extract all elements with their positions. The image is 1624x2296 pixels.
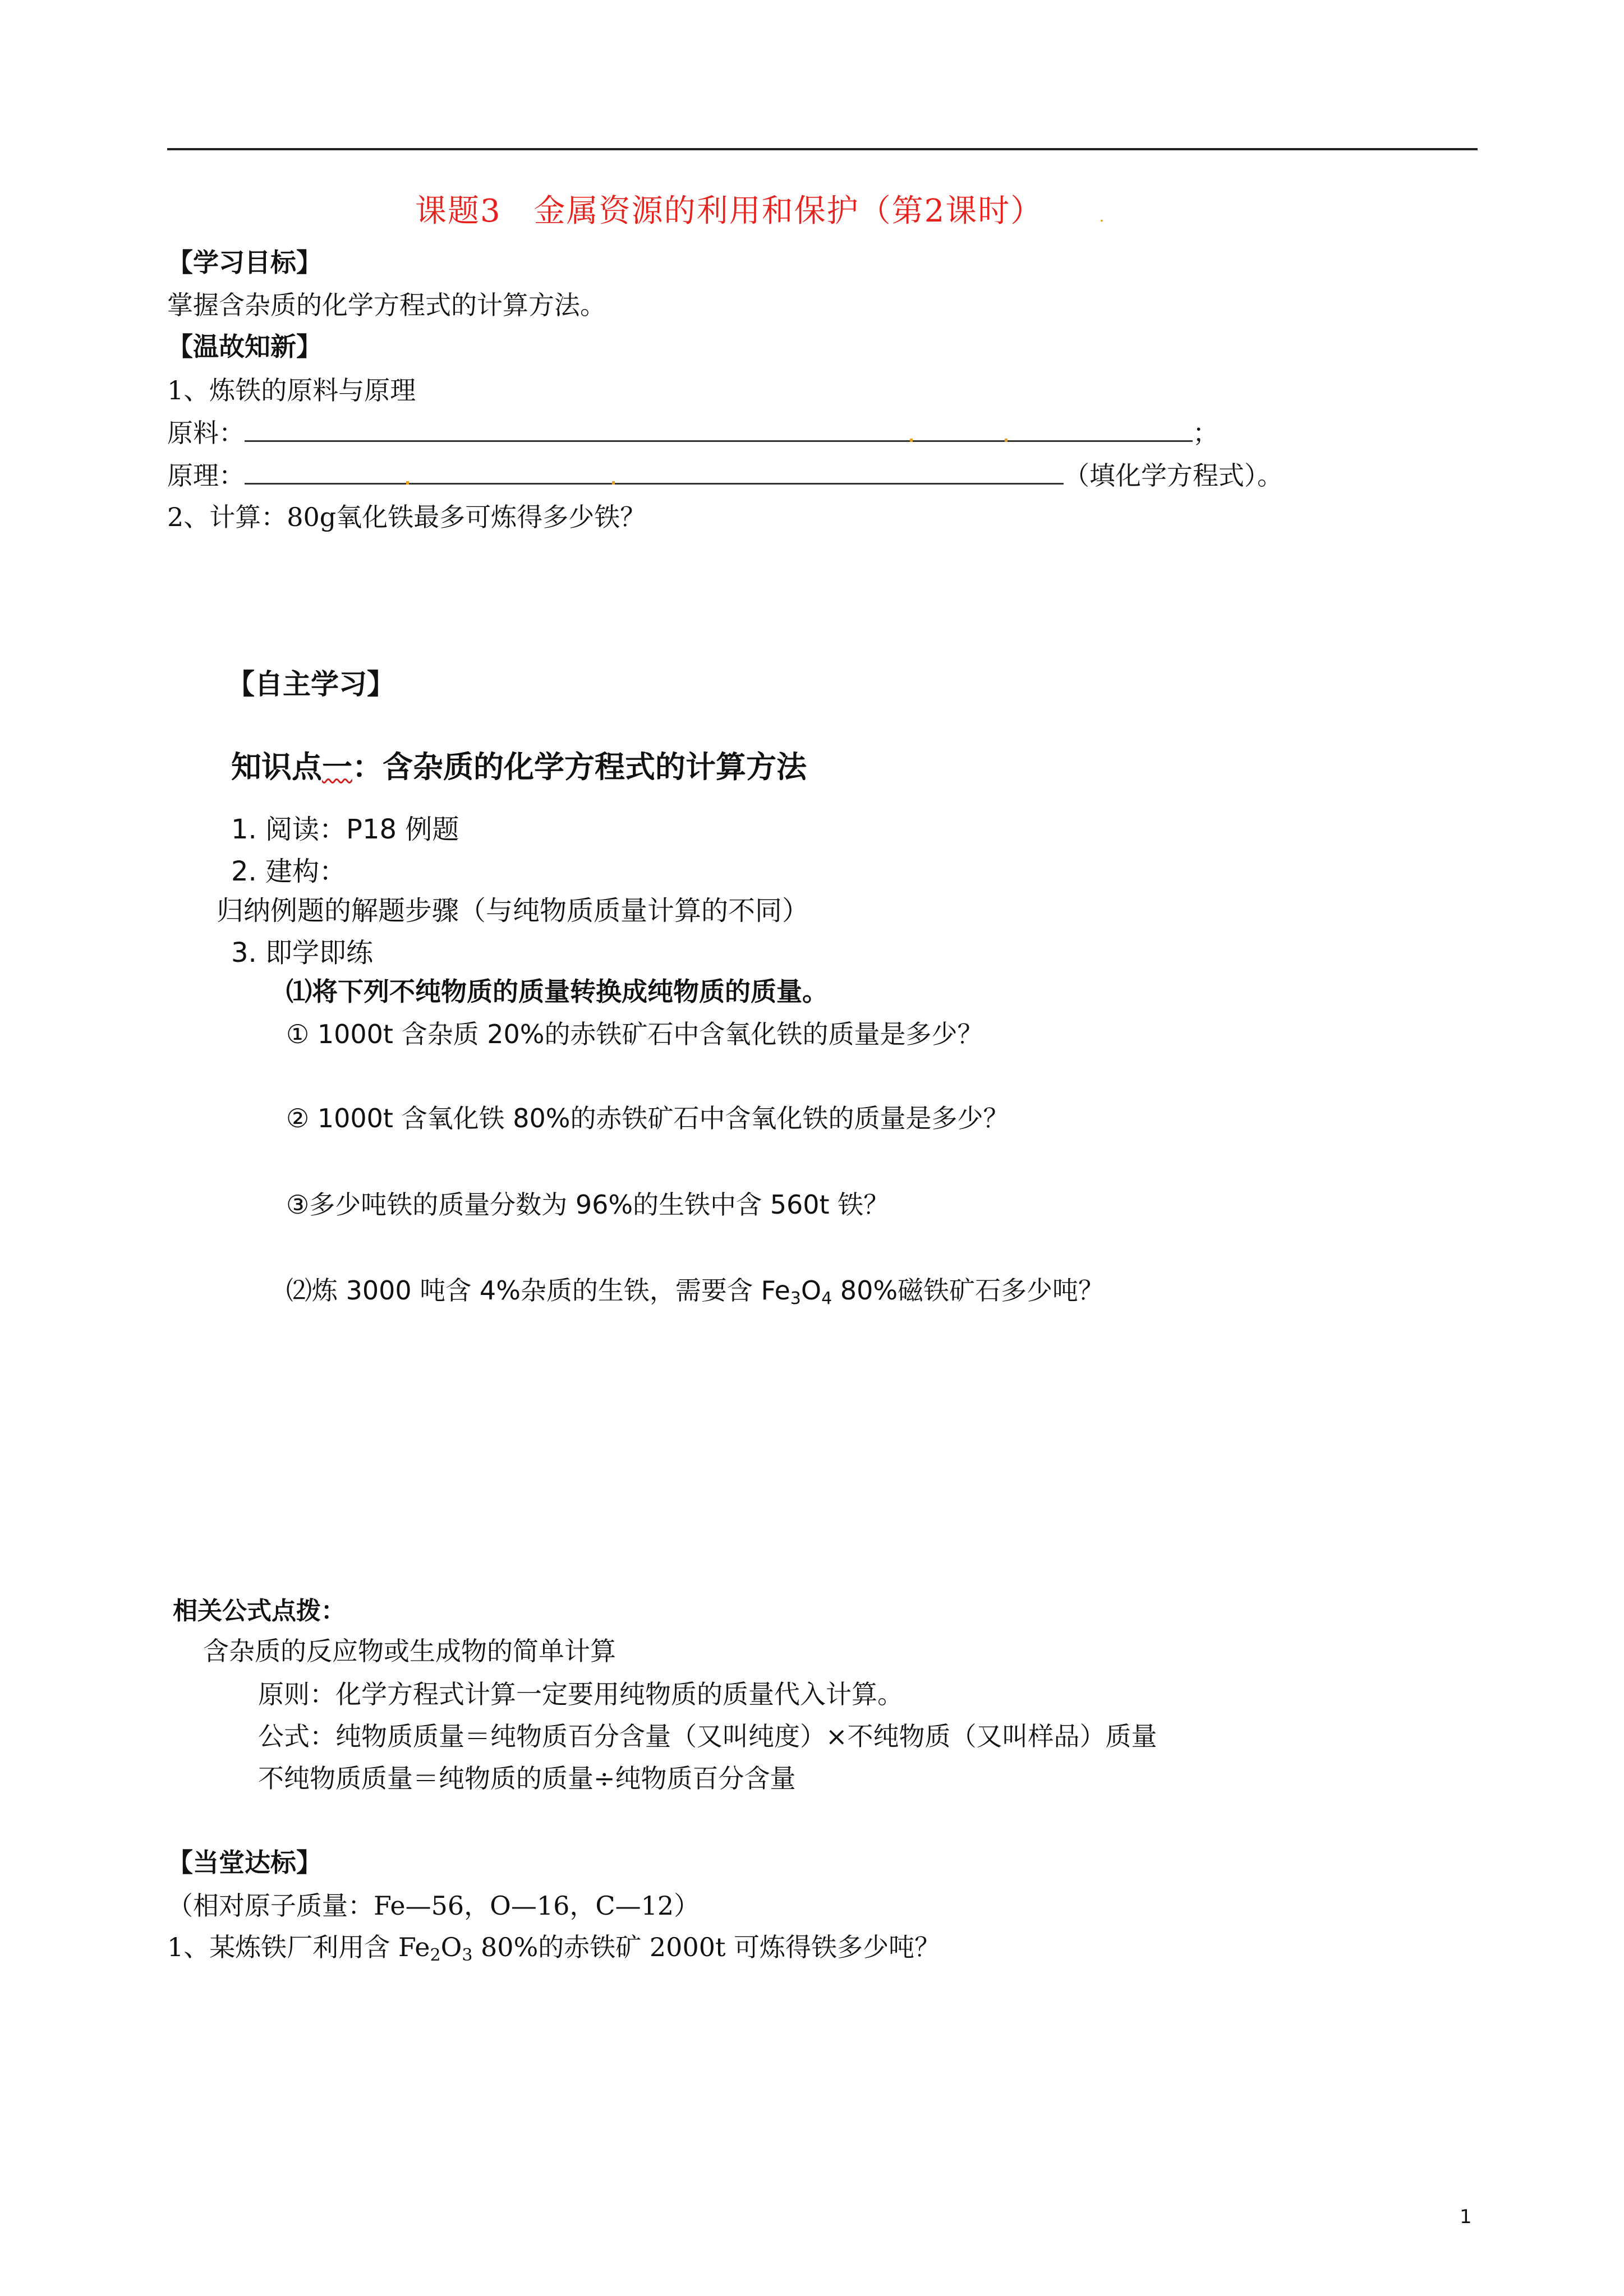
formula-line-2: 原则：化学方程式计算一定要用纯物质的质量代入计算。	[258, 1679, 903, 1709]
practice-intro: ⑴将下列不纯物质的质量转换成纯物质的质量。	[286, 976, 828, 1007]
cq1-pre: 1、某炼铁厂利用含 Fe	[167, 1932, 430, 1962]
principle-blank[interactable]	[245, 460, 1064, 485]
cq1-mid: O	[440, 1932, 462, 1962]
formula-heading: 相关公式点拨：	[173, 1597, 346, 1625]
pq4-post: 80%磁铁矿石多少吨？	[832, 1275, 1105, 1306]
objectives-text: 掌握含杂质的化学方程式的计算方法。	[167, 290, 606, 320]
review-item-1: 1、炼铁的原料与原理	[167, 375, 416, 405]
class-heading: 【当堂达标】	[167, 1847, 322, 1878]
practice-question-1: ① 1000t 含杂质 20%的赤铁矿石中含氧化铁的质量是多少？	[286, 1019, 983, 1049]
principle-end: （填化学方程式）。	[1064, 460, 1283, 491]
step-2-detail: 归纳例题的解题步骤（与纯物质质量计算的不同）	[217, 895, 809, 926]
kp-prefix: 知识点	[231, 749, 322, 785]
step-2: 2. 建构：	[231, 856, 347, 887]
title-dot: .	[1099, 206, 1106, 226]
review-heading: 【温故知新】	[167, 331, 322, 362]
step-3: 3. 即学即练	[231, 937, 374, 969]
kp-rest: ：含杂质的化学方程式的计算方法	[352, 749, 807, 785]
cq1-sub1: 2	[430, 1945, 441, 1965]
review-item-2: 2、计算：80g氧化铁最多可炼得多少铁？	[167, 502, 646, 532]
knowledge-point-heading	[231, 743, 807, 786]
step-1: 1. 阅读：P18 例题	[231, 814, 459, 845]
page-title	[415, 186, 1106, 231]
practice-question-2: ② 1000t 含氧化铁 80%的赤铁矿石中含氧化铁的质量是多少？	[286, 1103, 1009, 1133]
materials-end: ；	[1193, 418, 1218, 448]
pq4-pre: ⑵炼 3000 吨含 4%杂质的生铁，需要含 Fe	[286, 1275, 790, 1306]
materials-blank[interactable]	[245, 418, 1193, 442]
formula-line-3: 公式：纯物质质量＝纯物质百分含量（又叫纯度）×不纯物质（又叫样品）质量	[258, 1721, 1157, 1751]
pq4-mid: O	[801, 1275, 822, 1306]
cq1-sub2: 3	[462, 1945, 473, 1965]
class-question-1	[167, 1927, 940, 1965]
self-study-heading: 【自主学习】	[227, 668, 395, 700]
materials-label: 原料：	[167, 418, 245, 448]
practice-question-3: ③多少吨铁的质量分数为 96%的生铁中含 560t 铁？	[286, 1190, 890, 1220]
header-rule	[167, 148, 1478, 150]
materials-line	[167, 413, 1218, 450]
practice-question-4	[286, 1270, 1104, 1308]
page-title-text: 课题3 金属资源的利用和保护（第2课时）	[415, 193, 1043, 229]
principle-label: 原理：	[167, 460, 245, 491]
principle-line	[167, 455, 1283, 492]
atomic-mass: （相对原子质量：Fe—56，O—16，C—12）	[167, 1891, 700, 1921]
kp-wavy: 一	[322, 749, 352, 785]
objectives-heading: 【学习目标】	[167, 247, 322, 278]
formula-line-1: 含杂质的反应物或生成物的简单计算	[203, 1636, 616, 1666]
pq4-sub2: 4	[821, 1289, 832, 1308]
cq1-post: 80%的赤铁矿 2000t 可炼得铁多少吨？	[472, 1932, 941, 1962]
formula-line-4: 不纯物质质量＝纯物质的质量÷纯物质百分含量	[258, 1763, 796, 1794]
page-number: 1	[1460, 2206, 1472, 2228]
pq4-sub1: 3	[790, 1289, 801, 1308]
